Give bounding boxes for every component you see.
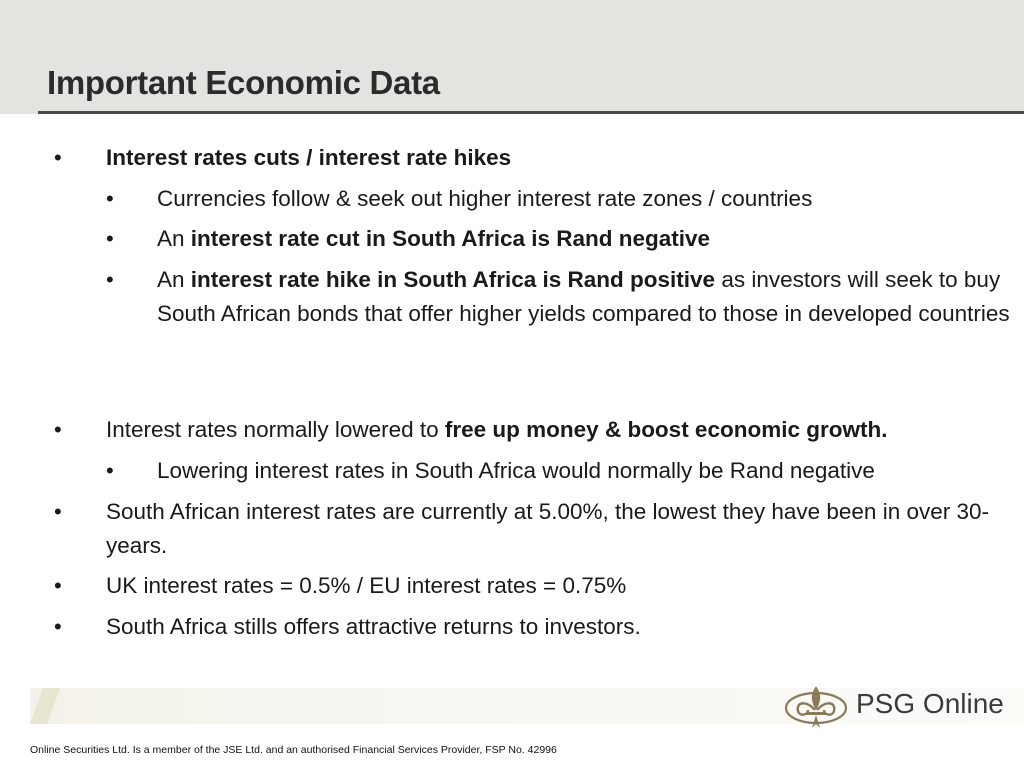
bullet-marker: • (54, 145, 62, 170)
bullet-marker: • (54, 573, 62, 598)
bullet-text-run: An (157, 267, 191, 292)
psg-online-logo (782, 680, 1007, 732)
header-divider (38, 111, 1024, 114)
bullet-marker: • (106, 226, 114, 251)
bullet-text-run: Currencies follow & seek out higher interest rate zones / countries (157, 186, 813, 211)
bullet-marker: • (106, 186, 114, 211)
bullet-text-bold: interest rate cut in South Africa is Rand negative (190, 226, 711, 251)
bullet-text (106, 141, 1014, 175)
bullet-marker: • (106, 458, 114, 483)
bullet-text-run: UK interest rates = 0.5% / EU interest rates = 0.75% (106, 573, 627, 598)
bullet-text-run: South African interest rates are currently at 5.00%, the lowest they have been in over 30-years. (106, 499, 989, 558)
bullet-text-run: Lowering interest rates in South Africa would normally be Rand negative (157, 458, 875, 483)
bullet-text (106, 610, 1014, 644)
bullet-marker: • (106, 267, 114, 292)
logo-text: PSG Online (856, 688, 1004, 719)
bullet-marker: • (54, 499, 62, 524)
slide-title: Important Economic Data (47, 64, 440, 101)
fleur-de-lis-icon (782, 680, 852, 732)
bullet-text (157, 182, 1017, 216)
bullet-text-run: Interest rates normally lowered to (106, 417, 445, 442)
bullet-text (157, 454, 1017, 488)
bullet-marker: • (54, 417, 62, 442)
bullet-text (157, 263, 1017, 331)
bullet-text-run: An (157, 226, 191, 251)
bullet-text-bold: free up money & boost economic growth. (444, 417, 888, 442)
bullet-text-bold: Interest rates cuts / interest rate hikes (106, 145, 512, 170)
bullet-marker: • (54, 614, 62, 639)
bullet-text (106, 495, 1014, 563)
footer-disclaimer: Online Securities Ltd. Is a member of the JSE Ltd. and an authorised Financial Services Provider, FSP No. 42996 (30, 744, 557, 756)
bullet-text-run: as investors will seek to buy South African bonds that offer higher yields compared to those in developed countries (157, 267, 1010, 326)
bullet-text (157, 222, 1017, 256)
bullet-text (106, 569, 1014, 603)
bullet-text-bold: interest rate hike in South Africa is Rand positive (190, 267, 716, 292)
bullet-text (106, 413, 1014, 447)
footer-stripe-decoration (30, 688, 60, 724)
bullet-text-run: South Africa stills offers attractive returns to investors. (106, 614, 641, 639)
